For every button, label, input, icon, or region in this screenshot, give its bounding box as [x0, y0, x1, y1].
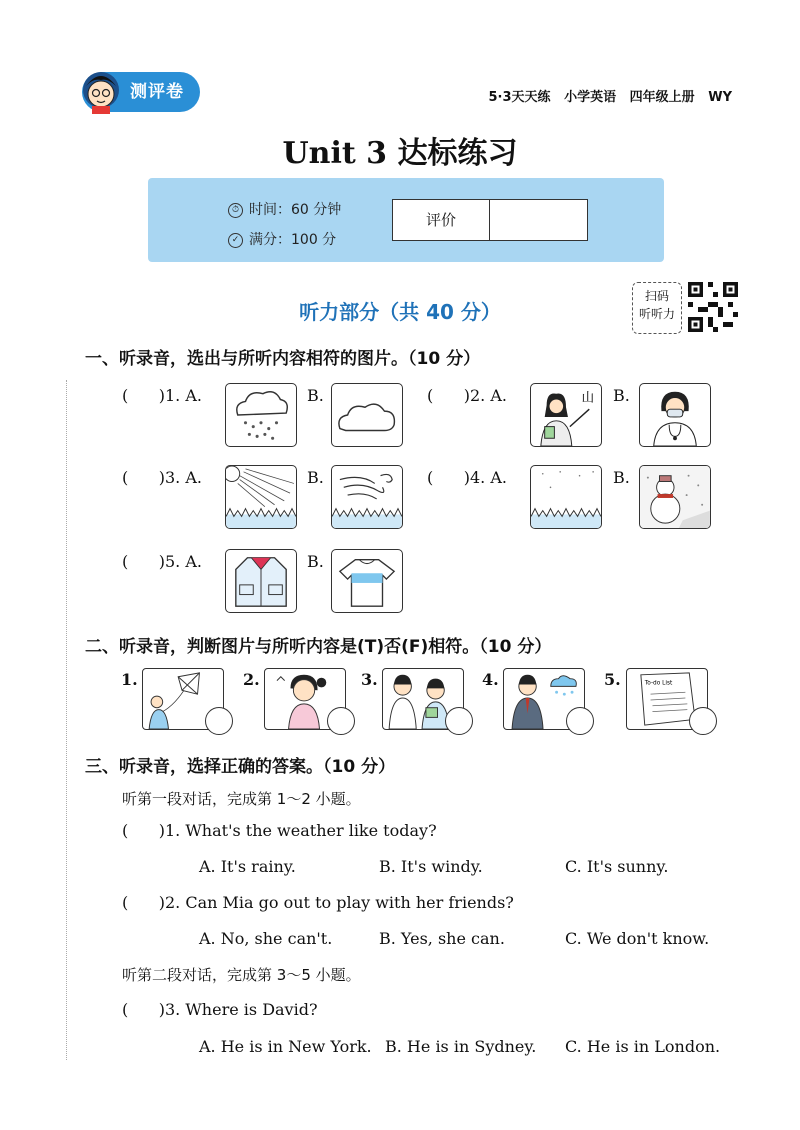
part3-q2-option-a[interactable]: A. No, she can't. [199, 929, 333, 948]
part3-q3-stem[interactable]: ( )3. Where is David? [122, 1000, 318, 1019]
answer-circle[interactable] [689, 707, 717, 735]
teacher-picture[interactable] [530, 383, 602, 447]
part2-item5-number: 5. [604, 670, 621, 689]
clock-icon: ⏱ [228, 203, 243, 218]
check-icon: ✓ [228, 233, 243, 248]
time-info: ⏱ 时间：60 分钟 [228, 199, 341, 219]
windy-grass-picture[interactable] [331, 465, 403, 529]
part1-heading: 一、听录音，选出与所听内容相符的图片。（10 分） [85, 349, 481, 369]
part2-heading: 二、听录音，判断图片与所听内容是(T)否(F)相符。（10 分） [85, 637, 552, 657]
part1-q5-b: B. [307, 552, 324, 571]
part1-q4-label[interactable]: ( )4. A. [427, 468, 507, 487]
rainy-cloud-picture[interactable] [225, 383, 297, 447]
doctor-picture[interactable] [639, 383, 711, 447]
badge-label: 测评卷 [130, 82, 184, 102]
part1-q2-label[interactable]: ( )2. A. [427, 386, 507, 405]
part2-item2-number: 2. [243, 670, 260, 689]
part1-q1-label[interactable]: ( )1. A. [122, 386, 202, 405]
part2-item3-number: 3. [361, 670, 378, 689]
plain-grass-picture[interactable] [530, 465, 602, 529]
test-badge [82, 72, 200, 112]
part3-q1-stem[interactable]: ( )1. What's the weather like today? [122, 821, 437, 840]
part2-item1-number: 1. [121, 670, 138, 689]
tshirt-picture[interactable] [331, 549, 403, 613]
evaluation-box[interactable] [392, 199, 588, 241]
girl-hot-picture[interactable] [264, 668, 346, 730]
part1-q5-label[interactable]: ( )5. A. [122, 552, 202, 571]
todo-list-picture[interactable] [626, 668, 708, 730]
part3-q1-option-a[interactable]: A. It's rainy. [199, 857, 296, 876]
two-boys-picture[interactable] [382, 668, 464, 730]
jacket-picture[interactable] [225, 549, 297, 613]
listening-section-title: 听力部分（共 40 分） [299, 300, 501, 324]
part1-q3-label[interactable]: ( )3. A. [122, 468, 202, 487]
part3-q2-stem[interactable]: ( )2. Can Mia go out to play with her friends? [122, 893, 514, 912]
weather-reporter-picture[interactable] [503, 668, 585, 730]
cloudy-picture[interactable] [331, 383, 403, 447]
part1-q4-b: B. [613, 468, 630, 487]
sunny-grass-picture[interactable] [225, 465, 297, 529]
part3-q2-option-b[interactable]: B. Yes, she can. [379, 929, 505, 948]
part3-q3-option-c[interactable]: C. He is in London. [565, 1037, 721, 1056]
evaluation-label: 评价 [393, 200, 490, 240]
answer-circle[interactable] [566, 707, 594, 735]
score-info: ✓ 满分：100 分 [228, 229, 336, 249]
kite-boy-picture[interactable] [142, 668, 224, 730]
part3-q1-option-b[interactable]: B. It's windy. [379, 857, 483, 876]
answer-circle[interactable] [205, 707, 233, 735]
binding-margin-line [66, 380, 67, 1060]
part1-q1-b: B. [307, 386, 324, 405]
part1-q2-b: B. [613, 386, 630, 405]
dialog1-instruction: 听第一段对话，完成第 1～2 小题。 [122, 790, 361, 808]
page-title: Unit 3 达标练习 [282, 136, 518, 171]
part3-q1-option-c[interactable]: C. It's sunny. [565, 857, 669, 876]
qr-code-icon[interactable] [688, 282, 738, 332]
answer-circle[interactable] [445, 707, 473, 735]
scan-to-listen-label: 扫码 听听力 [632, 282, 682, 334]
part3-q3-option-a[interactable]: A. He is in New York. [199, 1037, 372, 1056]
mountain-character: 山 [581, 389, 595, 405]
part1-q3-b: B. [307, 468, 324, 487]
answer-circle[interactable] [327, 707, 355, 735]
part2-item4-number: 4. [482, 670, 499, 689]
part3-q2-option-c[interactable]: C. We don't know. [565, 929, 710, 948]
part3-q3-option-b[interactable]: B. He is in Sydney. [385, 1037, 537, 1056]
student-mascot-icon [78, 64, 124, 114]
todo-list-note-text: To-do List [644, 680, 673, 687]
series-info: 5·3天天练 小学英语 四年级上册 WY [488, 90, 732, 105]
part3-heading: 三、听录音，选择正确的答案。（10 分） [85, 757, 396, 777]
dialog2-instruction: 听第二段对话，完成第 3～5 小题。 [122, 966, 361, 984]
snowman-picture[interactable] [639, 465, 711, 529]
